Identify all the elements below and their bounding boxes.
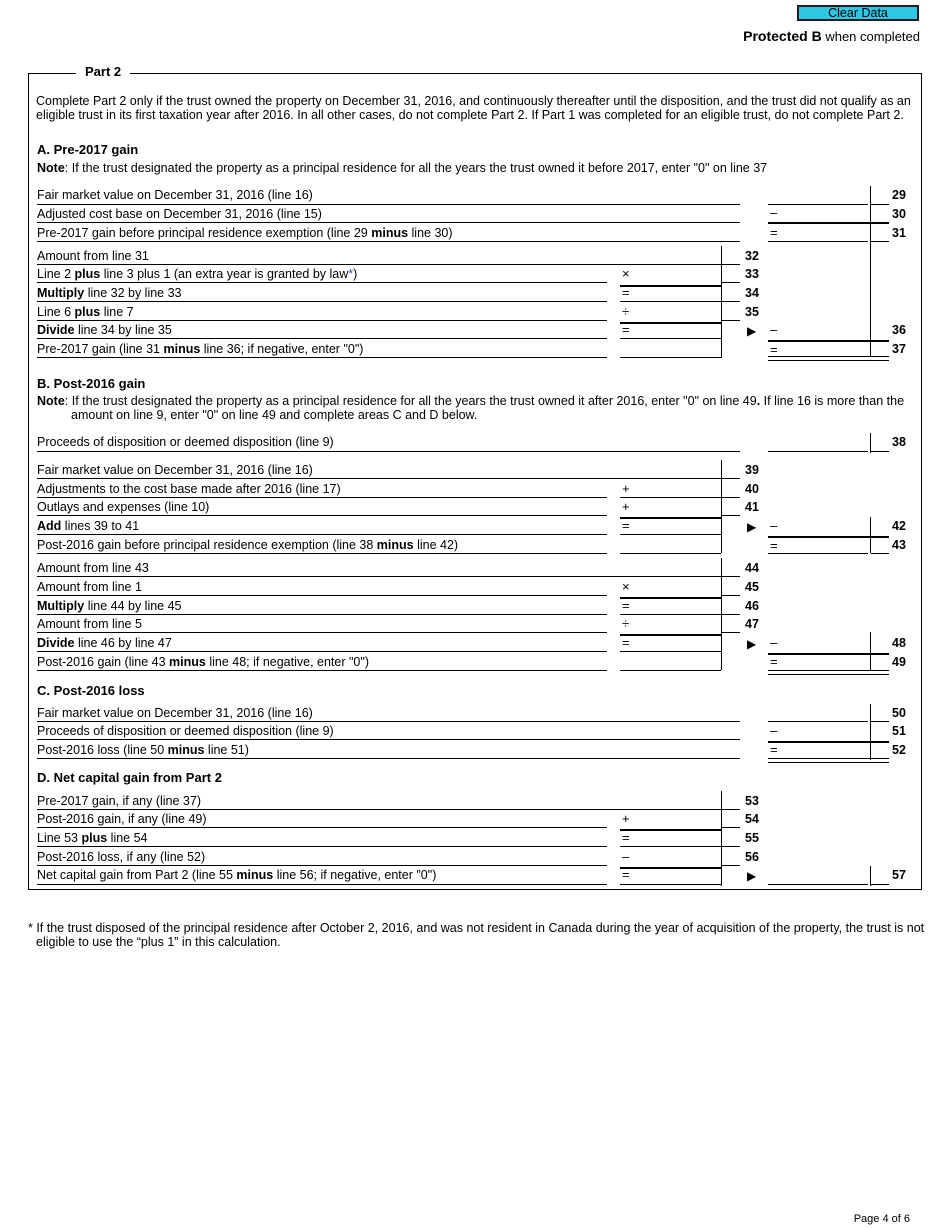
line-29-number: 29 [892, 188, 906, 202]
line-38-number: 38 [892, 435, 906, 449]
line-35-label: Line 6 plus line 7 [37, 305, 134, 319]
line-41-rule-b [722, 515, 740, 516]
line-46-field[interactable] [620, 614, 721, 615]
line-43-rule-mid [620, 553, 721, 554]
line-48-result-field[interactable] [768, 653, 889, 655]
line-43-label: Post-2016 gain before principal residence exemption (line 38 minus line 42) [37, 538, 459, 552]
line-45-label: Amount from line 1 [37, 580, 142, 594]
line-45-rule [37, 595, 607, 596]
line-32-number: 32 [745, 249, 759, 263]
line-35-operator: ÷ [622, 304, 630, 319]
line-39-label: Fair market value on December 31, 2016 (line 16) [37, 463, 313, 477]
col-divider-mid-a [721, 246, 722, 358]
line-53-label: Pre-2017 gain, if any (line 37) [37, 794, 201, 808]
line-37-operator: = [770, 342, 778, 357]
line-56-operator: – [622, 849, 630, 864]
line-48-arrow-icon: ▶ [747, 637, 757, 651]
line-30-field[interactable] [768, 222, 889, 224]
col-divider-mid-b1 [721, 460, 722, 553]
col-divider-right-c [870, 704, 871, 760]
line-54-operator: + [622, 811, 630, 826]
line-33-field[interactable] [620, 285, 721, 287]
line-45-field[interactable] [620, 597, 721, 599]
section-d-title: D. Net capital gain from Part 2 [37, 770, 222, 785]
line-57-label: Net capital gain from Part 2 (line 55 minus line 56; if negative, enter "0") [37, 868, 437, 882]
line-46-label: Multiply line 44 by line 45 [37, 599, 182, 613]
line-46-rule-b [722, 614, 740, 615]
line-36-rule [37, 338, 607, 339]
line-36-operator: = [622, 322, 630, 337]
line-55-number: 55 [745, 831, 759, 845]
line-57-field[interactable] [620, 884, 721, 885]
line-29-label: Fair market value on December 31, 2016 (line 16) [37, 188, 313, 202]
line-52-number: 52 [892, 743, 906, 757]
line-30-operator: – [770, 205, 778, 220]
line-42-field[interactable] [620, 534, 721, 535]
line-32-label: Amount from line 31 [37, 249, 149, 263]
col-divider-right-b3 [870, 632, 871, 670]
line-50-rule [37, 721, 740, 722]
line-48-label: Divide line 46 by line 47 [37, 636, 172, 650]
line-49-number: 49 [892, 655, 906, 669]
line-54-field[interactable] [620, 829, 721, 831]
line-47-number: 47 [745, 617, 759, 631]
section-b-note: Note: If the trust designated the property as a principal residence for all the years the trust owned it after 2016, enter "0" on line 49. If line 16 is more than the amount on line 9, enter "0" on line 49 and complete areas C and D below. [37, 394, 905, 422]
line-41-number: 41 [745, 500, 759, 514]
line-40-rule-b [722, 497, 740, 498]
line-44-label: Amount from line 43 [37, 561, 149, 575]
line-42-result-field[interactable] [768, 536, 889, 538]
line-40-number: 40 [745, 482, 759, 496]
line-33-rule-b [722, 282, 740, 283]
line-56-field[interactable] [620, 867, 721, 869]
line-29-rule [37, 204, 740, 205]
line-34-field[interactable] [620, 301, 721, 302]
line-34-label: Multiply line 32 by line 33 [37, 286, 182, 300]
protected-b-label: Protected B when completed [743, 28, 920, 44]
line-42-label: Add lines 39 to 41 [37, 519, 140, 533]
line-41-rule [37, 515, 607, 516]
line-53-number: 53 [745, 794, 759, 808]
line-39-number: 39 [745, 463, 759, 477]
part-title: Part 2 [76, 64, 130, 79]
line-56-rule [37, 865, 607, 866]
line-56-label: Post-2016 loss, if any (line 52) [37, 850, 206, 864]
line-54-label: Post-2016 gain, if any (line 49) [37, 812, 207, 826]
line-56-number: 56 [745, 850, 759, 864]
line-29-rule-b [871, 204, 889, 205]
line-32-rule [37, 264, 721, 265]
line-38-field[interactable] [768, 451, 868, 452]
line-52-field[interactable] [768, 758, 889, 763]
section-c-title: C. Post-2016 loss [37, 683, 145, 698]
line-34-number: 34 [745, 286, 759, 300]
col-divider-right-a [870, 186, 871, 356]
line-48-field[interactable] [620, 651, 721, 652]
line-48-operator-b: – [770, 635, 778, 650]
line-41-operator: + [622, 499, 630, 514]
line-30-rule [37, 222, 740, 223]
line-41-label: Outlays and expenses (line 10) [37, 500, 210, 514]
line-52-operator: = [770, 742, 778, 757]
line-47-label: Amount from line 5 [37, 617, 142, 631]
line-49-field[interactable] [768, 670, 889, 675]
line-46-rule [37, 614, 607, 615]
line-43-rule [37, 553, 607, 554]
line-42-rule [37, 534, 607, 535]
line-45-number: 45 [745, 580, 759, 594]
line-57-result-field[interactable] [768, 884, 868, 885]
line-35-field[interactable] [620, 322, 721, 324]
line-44-rule [37, 576, 721, 577]
line-44-rule-b [722, 576, 740, 577]
line-48-operator: = [622, 635, 630, 650]
section-a-title: A. Pre-2017 gain [37, 142, 139, 157]
line-39-rule-b [722, 478, 740, 479]
line-51-rule [37, 739, 740, 740]
section-b-title: B. Post-2016 gain [37, 376, 146, 391]
line-33-operator: × [622, 266, 630, 281]
line-57-operator: = [622, 867, 630, 882]
line-48-rule [37, 651, 607, 652]
line-47-field[interactable] [620, 634, 721, 636]
line-35-rule [37, 320, 607, 321]
footnote: * If the trust disposed of the principal residence after October 2, 2016, and was not resident in Canada during the year of acquisition of the property, the trust is not eligible to use the “plus 1” in this calculation. [28, 921, 925, 949]
line-42-number: 42 [892, 519, 906, 533]
line-41-field[interactable] [620, 517, 721, 519]
line-45-rule-b [722, 595, 740, 596]
line-36-field[interactable] [620, 338, 721, 339]
line-35-number: 35 [745, 305, 759, 319]
line-43-rule-b [871, 553, 889, 554]
line-43-number: 43 [892, 538, 906, 552]
line-37-field[interactable] [768, 356, 889, 361]
line-40-label: Adjustments to the cost base made after 2016 (line 17) [37, 482, 341, 496]
line-31-number: 31 [892, 226, 906, 240]
line-47-operator: ÷ [622, 616, 630, 631]
part-intro: Complete Part 2 only if the trust owned the property on December 31, 2016, and continuously thereafter until the disposition, and the trust did not qualify as an eligible trust in its first taxation year after 2016. In all other cases, do not complete Part 2. If Part 1 was completed for an eligible trust, do not complete Part 2. [36, 94, 911, 122]
line-31-rule [37, 241, 740, 242]
line-32-rule-b [722, 264, 740, 265]
line-36-result-field[interactable] [768, 340, 889, 342]
line-31-operator: = [770, 225, 778, 240]
line-49-rule [37, 670, 607, 671]
line-53-rule-b [722, 809, 740, 810]
line-35-rule-b [722, 320, 740, 321]
line-37-rule [37, 357, 607, 358]
line-42-operator-b: – [770, 518, 778, 533]
line-50-rule-b [871, 721, 889, 722]
line-51-operator: – [770, 723, 778, 738]
line-29-field[interactable] [768, 204, 868, 205]
line-56-rule-b [722, 865, 740, 866]
line-37-number: 37 [892, 342, 906, 356]
line-46-number: 46 [745, 599, 759, 613]
line-55-field[interactable] [620, 846, 721, 847]
line-45-operator: × [622, 579, 630, 594]
line-54-rule-b [722, 827, 740, 828]
line-36-arrow-icon: ▶ [747, 324, 757, 338]
line-42-operator: = [622, 518, 630, 533]
line-55-operator: = [622, 830, 630, 845]
section-a-note: Note: If the trust designated the property as a principal residence for all the years the trust owned it before 2017, enter "0" on line 37 [37, 161, 768, 175]
line-43-operator: = [770, 538, 778, 553]
line-44-number: 44 [745, 561, 759, 575]
line-40-field[interactable] [620, 497, 721, 498]
line-38-rule-b [871, 451, 889, 452]
line-57-rule [37, 884, 607, 885]
line-30-number: 30 [892, 207, 906, 221]
line-43-field[interactable] [768, 553, 868, 554]
line-33-number: 33 [745, 267, 759, 281]
line-40-operator: + [622, 481, 630, 496]
line-47-rule [37, 632, 607, 633]
line-53-rule [37, 809, 721, 810]
line-52-rule [37, 758, 740, 759]
line-57-arrow-icon: ▶ [747, 869, 757, 883]
line-37-label: Pre-2017 gain (line 31 minus line 36; if negative, enter "0") [37, 342, 364, 356]
page-number: Page 4 of 6 [853, 1213, 910, 1225]
line-52-label: Post-2016 loss (line 50 minus line 51) [37, 743, 249, 757]
line-49-rule-mid [620, 670, 721, 671]
line-51-label: Proceeds of disposition or deemed disposition (line 9) [37, 724, 334, 738]
line-33-rule [37, 282, 607, 283]
line-51-field[interactable] [768, 741, 889, 743]
line-50-field[interactable] [768, 721, 868, 722]
line-57-number: 57 [892, 868, 906, 882]
line-36-operator-b: – [770, 322, 778, 337]
line-55-rule [37, 846, 607, 847]
line-54-rule [37, 827, 607, 828]
line-42-arrow-icon: ▶ [747, 520, 757, 534]
line-55-label: Line 53 plus line 54 [37, 831, 148, 845]
line-49-operator: = [770, 654, 778, 669]
line-38-rule [37, 451, 740, 452]
line-50-label: Fair market value on December 31, 2016 (line 16) [37, 706, 313, 720]
line-51-number: 51 [892, 724, 906, 738]
line-34-rule-b [722, 301, 740, 302]
line-49-label: Post-2016 gain (line 43 minus line 48; if negative, enter "0") [37, 655, 369, 669]
line-36-label: Divide line 34 by line 35 [37, 323, 172, 337]
line-48-number: 48 [892, 636, 906, 650]
col-divider-right-d [870, 866, 871, 886]
line-50-number: 50 [892, 706, 906, 720]
line-31-field[interactable] [768, 241, 868, 242]
line-38-label: Proceeds of disposition or deemed disposition (line 9) [37, 435, 334, 449]
line-31-rule-b [871, 241, 889, 242]
line-46-operator: = [622, 598, 630, 613]
clear-data-button[interactable]: Clear Data [797, 5, 919, 21]
line-30-label: Adjusted cost base on December 31, 2016 (line 15) [37, 207, 322, 221]
line-54-number: 54 [745, 812, 759, 826]
line-47-rule-b [722, 632, 740, 633]
line-36-number: 36 [892, 323, 906, 337]
line-39-rule [37, 478, 721, 479]
col-divider-mid-d [721, 791, 722, 886]
line-40-rule [37, 497, 607, 498]
col-divider-right-b2 [870, 517, 871, 553]
line-37-rule-mid [620, 357, 721, 358]
line-34-operator: = [622, 285, 630, 300]
line-34-rule [37, 301, 607, 302]
line-33-label: Line 2 plus line 3 plus 1 (an extra year is granted by law*) [37, 267, 358, 281]
line-55-rule-b [722, 846, 740, 847]
line-57-rule-b [871, 884, 889, 885]
line-31-label: Pre-2017 gain before principal residence exemption (line 29 minus line 30) [37, 226, 453, 240]
col-divider-right-b1 [870, 433, 871, 453]
